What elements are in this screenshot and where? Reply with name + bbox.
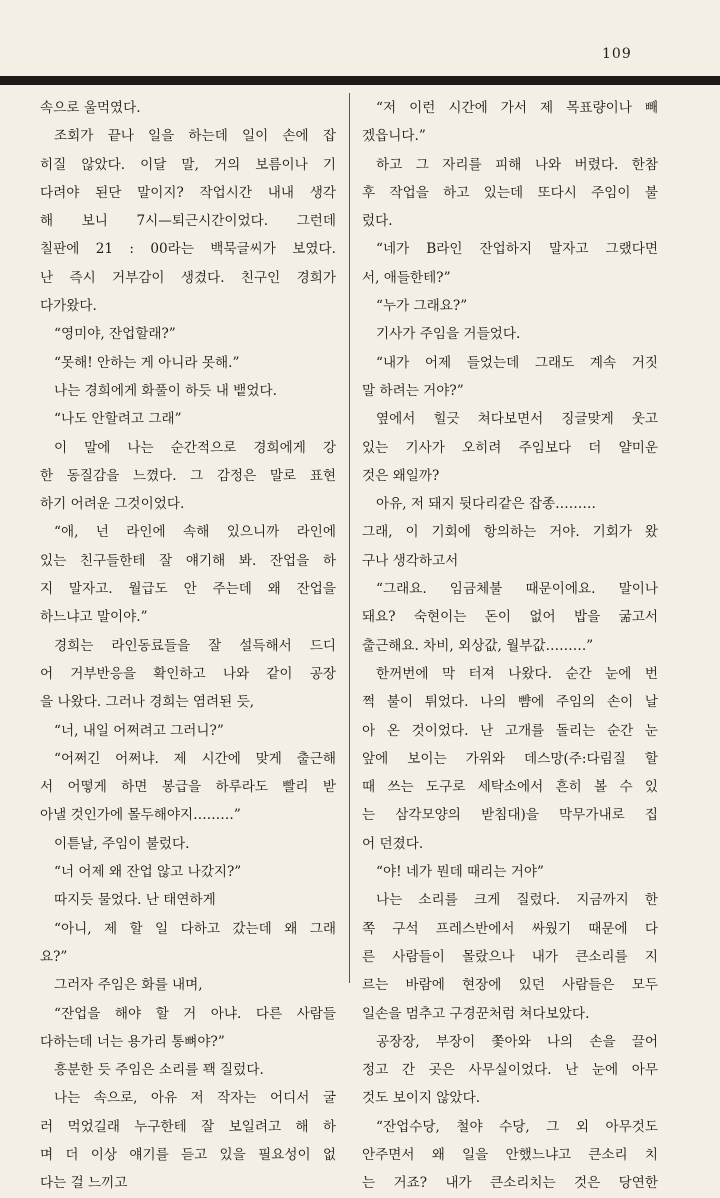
text-line: 른 사람들이 몰랐으나 내가 큰소리를 지 — [362, 948, 658, 965]
text-line: 칠판에 21 : 00라는 백묵글씨가 보였다. — [40, 241, 336, 258]
text-line: 돼요? 숙현이는 돈이 없어 밥을 굶고서 — [362, 609, 658, 626]
text-line: “저 이런 시간에 가서 제 목표량이나 빼 — [376, 100, 658, 116]
text-line: “누가 그래요?” — [376, 298, 468, 315]
text-line: 앞에 보이는 가위와 데스망(주:다림질 할 — [362, 750, 658, 767]
text-line: 쪽 구석 프레스반에서 싸웠기 때문에 다 — [362, 920, 658, 937]
text-line: “아니, 제 할 일 다하고 갔는데 왜 그래 — [54, 920, 336, 937]
text-line: “못해! 안하는 게 아니라 못해.” — [54, 354, 240, 371]
text-line: 출근해요. 차비, 외상값, 월부값………” — [362, 637, 594, 654]
text-line: 쩍 불이 튀었다. 나의 뺨에 주임의 손이 날 — [362, 694, 658, 711]
text-line: 말 하려는 거야?” — [362, 382, 464, 399]
text-line: “네가 B라인 잔업하지 말자고 그랬다면 — [376, 241, 658, 258]
text-line: 하느냐고 말이야.” — [40, 609, 148, 626]
text-line: “애, 넌 라인에 속해 있으니까 라인에 — [54, 524, 336, 541]
text-line: 다하는데 너는 용가리 통뼈야?” — [40, 1033, 225, 1050]
text-line: 겠읍니다.” — [362, 128, 426, 145]
text-line: 있는 기사가 오히려 주임보다 더 얄미운 — [362, 439, 658, 456]
text-line: 것도 보이지 않았다. — [362, 1090, 481, 1107]
right-column — [362, 94, 658, 1198]
text-line: “잔업수당, 철야 수당, 그 외 아무것도 — [376, 1118, 658, 1135]
text-line: 때 쓰는 도구로 세탁소에서 흔히 볼 수 있 — [362, 779, 658, 796]
text-line: 한꺼번에 막 터져 나왔다. 순간 눈에 번 — [376, 665, 658, 682]
text-line: 경희는 라인동료들을 잘 설득해서 드디 — [54, 637, 336, 654]
text-line: “야! 네가 뭔데 때리는 거야” — [376, 864, 544, 881]
text-line: “어쩌긴 어쩌냐. 제 시간에 맞게 출근해 — [54, 750, 336, 767]
text-line: 어 던졌다. — [362, 835, 424, 852]
text-line: 어 거부반응을 확인하고 나와 같이 공장 — [40, 665, 336, 682]
text-line: “너, 내일 어쩌려고 그러니?” — [54, 722, 224, 739]
column-divider — [349, 93, 350, 983]
text-line: “잔업을 해야 할 거 아냐. 다른 사람들 — [54, 1005, 336, 1022]
text-line: 일손을 멈추고 구경꾼처럼 쳐다보았다. — [362, 1005, 590, 1022]
text-line: 것은 왜일까? — [362, 467, 440, 484]
text-line: 난 즉시 거부감이 생겼다. 친구인 경희가 — [40, 269, 336, 286]
text-line: 옆에서 힐긋 쳐다보면서 징글맞게 웃고 — [376, 411, 658, 428]
page-number: 109 — [602, 46, 632, 62]
text-line: “나도 안할려고 그래” — [54, 411, 182, 428]
text-line: 구나 생각하고서 — [362, 552, 459, 569]
text-line: 나는 속으로, 아유 저 작자는 어디서 굴 — [54, 1090, 336, 1107]
text-line: 다려야 된단 말이지? 작업시간 내내 생각 — [40, 184, 336, 201]
text-line: 아 온 것이었다. 난 고개를 돌리는 순간 눈 — [362, 722, 658, 739]
header-rule — [0, 76, 720, 85]
text-line: 는 거죠? 내가 큰소리치는 것은 당연한 — [362, 1175, 658, 1192]
text-line: 공장장, 부장이 쫓아와 나의 손을 끌어 — [376, 1033, 658, 1050]
text-line: 는 삼각모양의 받침대)을 막무가내로 집 — [362, 807, 658, 824]
text-line: 후 작업을 하고 있는데 또다시 주임이 불 — [362, 184, 658, 201]
text-line: 서, 애들한테?” — [362, 269, 451, 286]
text-line: 흥분한 듯 주임은 소리를 꽥 질렀다. — [54, 1062, 264, 1079]
text-line: 그러자 주임은 화를 내며, — [54, 977, 203, 994]
text-line: 다가왔다. — [40, 298, 97, 315]
text-line: 을 나왔다. 그러나 경희는 염려된 듯, — [40, 694, 255, 711]
text-line: 며 더 이상 얘기를 듣고 있을 필요성이 없 — [40, 1146, 336, 1163]
text-line: 아낼 것인가에 몰두해야지………” — [40, 807, 241, 824]
text-line: 하기 어려운 그것이었다. — [40, 496, 185, 513]
text-line: 이 말에 나는 순간적으로 경희에게 강 — [54, 439, 336, 456]
text-line: 그래, 이 기회에 항의하는 거야. 기회가 왔 — [362, 524, 658, 541]
text-line: “내가 어제 들었는데 그래도 계속 거짓 — [376, 354, 658, 371]
text-line: 하고 그 자리를 피해 나와 버렸다. 한참 — [376, 156, 658, 173]
text-line: 히질 않았다. 이달 말, 거의 보름이나 기 — [40, 156, 336, 173]
text-line: 요?” — [40, 948, 68, 965]
text-line: 이튿날, 주임이 불렀다. — [54, 835, 190, 852]
text-line: 한 동질감을 느꼈다. 그 감정은 말로 표현 — [40, 467, 336, 484]
text-line: 해 보니 7시—퇴근시간이었다. 그런데 — [40, 213, 336, 230]
text-line: 조회가 끝나 일을 하는데 일이 손에 잡 — [54, 128, 336, 145]
text-line: 속으로 울먹였다. — [40, 100, 141, 116]
text-line: 서 어떻게 하면 봉급을 하루라도 빨리 받 — [40, 779, 336, 796]
text-line: 러 먹었길래 누구한테 잘 보일려고 해 하 — [40, 1118, 336, 1135]
text-line: “너 어제 왜 잔업 않고 나갔지?” — [54, 864, 242, 881]
text-line: 지 말자고. 월급도 안 주는데 왜 잔업을 — [40, 581, 336, 598]
text-line: 안주면서 왜 일을 안했느냐고 큰소리 치 — [362, 1146, 658, 1163]
left-column — [40, 94, 336, 1198]
text-line: 나는 경희에게 화풀이 하듯 내 뱉었다. — [54, 382, 277, 399]
text-line: 있는 친구들한테 잘 얘기해 봐. 잔업을 하 — [40, 552, 336, 569]
text-line: 아유, 저 돼지 뒷다리같은 잡종……… — [376, 496, 596, 513]
text-line: 정고 간 곳은 사무실이었다. 난 눈에 아무 — [362, 1062, 658, 1079]
text-line: 기사가 주임을 거들었다. — [376, 326, 521, 343]
text-line: 르는 바람에 현장에 있던 사람들은 모두 — [362, 977, 658, 994]
text-line: “영미야, 잔업할래?” — [54, 326, 176, 343]
text-line: “그래요. 임금체불 때문이에요. 말이나 — [376, 581, 658, 598]
text-line: 렀다. — [362, 213, 393, 230]
text-line: 다는 걸 느끼고 — [40, 1175, 128, 1192]
text-line: 나는 소리를 크게 질렀다. 지금까지 한 — [376, 892, 658, 909]
text-line: 따지듯 물었다. 난 태연하게 — [54, 892, 216, 909]
